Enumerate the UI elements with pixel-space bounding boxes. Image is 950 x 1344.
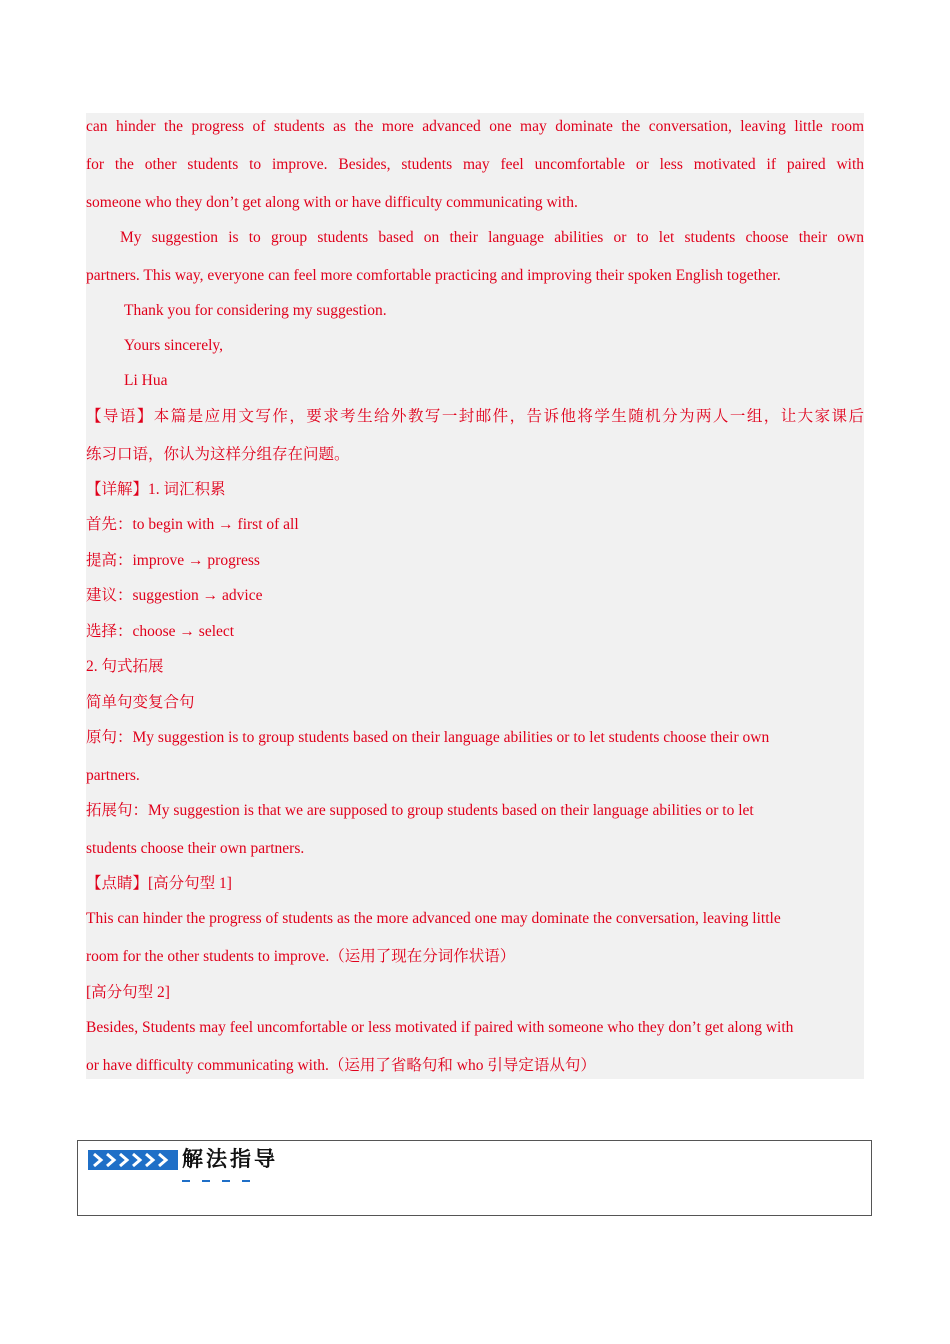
highlight-sentence: or have difficulty communicating with.（运用了省略句和 who 引导定语从句） [86,1057,596,1074]
method-guide-header [86,1141,278,1175]
letter-closing: Yours sincerely, [124,337,224,354]
method-guide-title: 解法指导 [182,1147,278,1171]
expanded-sentence: 拓展句：My suggestion is that we are supposed to group students based on their language abilities or to let [86,802,754,819]
highlight-sentence: room for the other students to improve.（运用了现在分词作状语） [86,948,516,965]
title-underline-dots [182,1169,274,1172]
details-heading: 【详解】1. 词汇积累 [86,481,226,498]
essay-line: someone who they don’t get along with or have difficulty communicating with. [86,194,578,211]
letter-thanks: Thank you for considering my suggestion. [124,302,387,319]
highlight-sentence: Besides, Students may feel uncomfortable or less motivated if paired with someone who they don’t get along with [86,1019,794,1036]
highlight-label: [高分句型 2] [86,984,170,1001]
essay-line: My suggestion is to group students based on their language abilities or to let students choose their own [120,229,864,246]
original-sentence: 原句：My suggestion is to group students based on their language abilities or to let students choose their own [86,729,770,746]
section-subheading: 简单句变复合句 [86,694,195,711]
essay-line: for the other students to improve. Besides, students may feel uncomfortable or less motivated if paired with [86,156,864,173]
vocab-item: 提高：improve → progress [86,552,260,569]
highlight-sentence: This can hinder the progress of students as the more advanced one may dominate the conversation, leaving little [86,910,781,927]
guide-intro: 练习口语，你认为这样分组存在问题。 [86,446,350,463]
letter-signature: Li Hua [124,372,168,389]
chevron-arrows-icon [88,1147,178,1173]
highlights-heading: 【点睛】[高分句型 1] [86,875,232,892]
essay-line: can hinder the progress of students as the more advanced one may dominate the conversation, leaving little room [86,118,864,135]
original-sentence: partners. [86,767,140,784]
expanded-sentence: students choose their own partners. [86,840,305,857]
method-guide-box [77,1140,872,1216]
guide-intro: 【导语】本篇是应用文写作，要求考生给外教写一封邮件，告诉他将学生随机分为两人一组，让大家课后 [86,408,864,425]
essay-line: partners. This way, everyone can feel more comfortable practicing and improving their spoken English together. [86,267,781,284]
vocab-item: 选择：choose → select [86,623,235,640]
vocab-item: 首先：to begin with → first of all [86,516,299,533]
section-heading: 2. 句式拓展 [86,658,164,675]
vocab-item: 建议：suggestion → advice [86,587,263,604]
